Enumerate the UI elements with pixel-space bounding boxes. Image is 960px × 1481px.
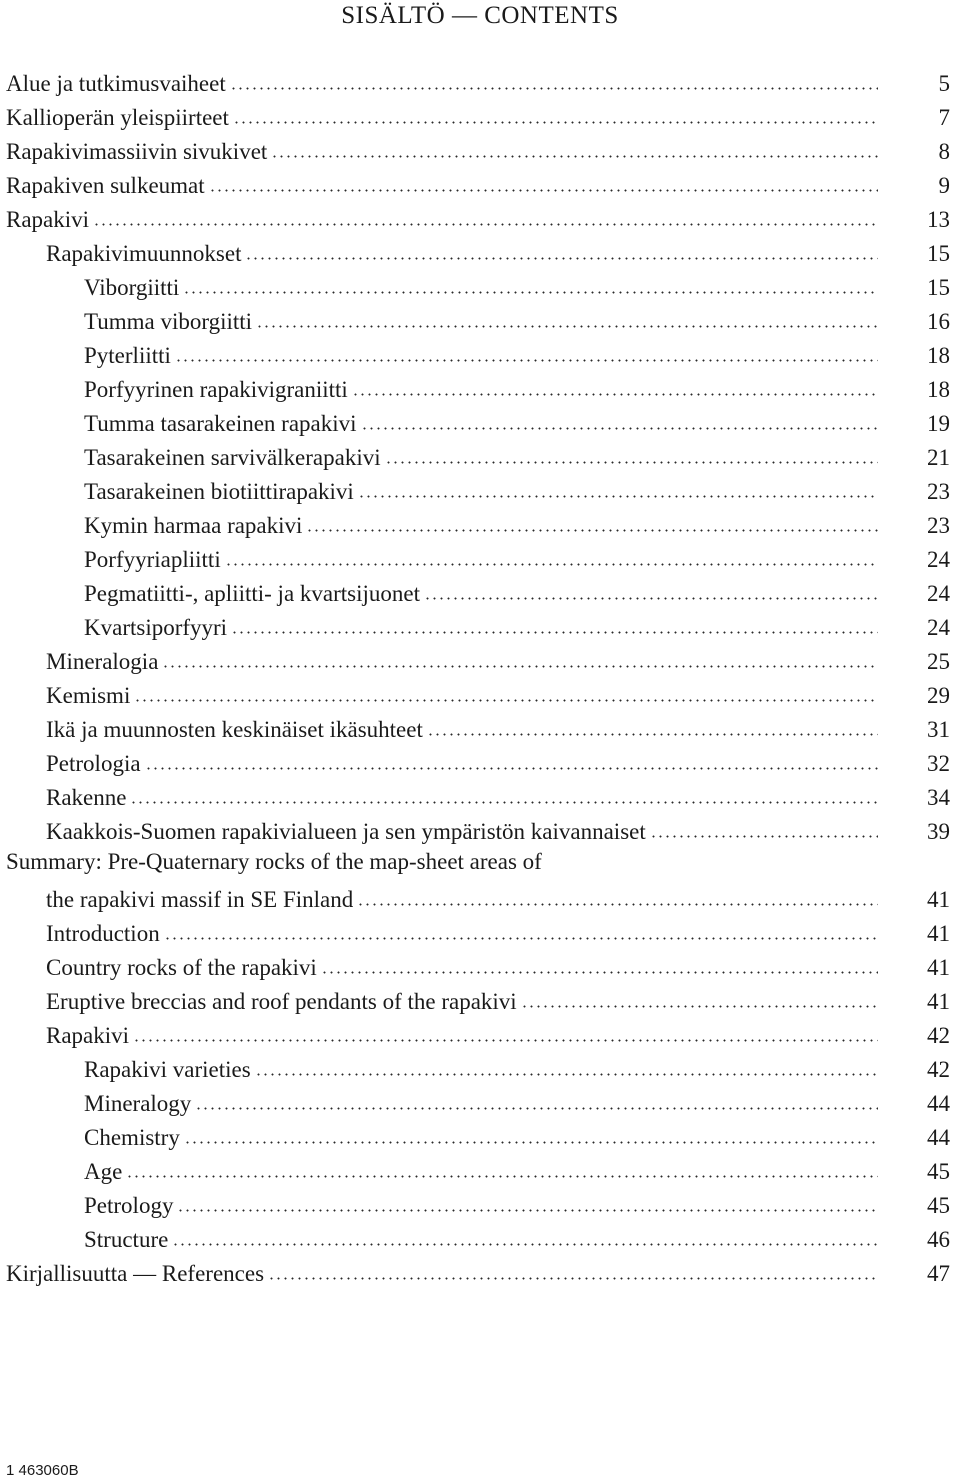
leader-dots [256, 325, 878, 328]
toc-entry-page-number: 25 [927, 649, 950, 674]
leader-dots [164, 937, 878, 940]
toc-entry-title: Tumma tasarakeinen rapakivi [84, 411, 357, 436]
toc-entry-title: Kemismi [46, 683, 131, 708]
toc-entry-page-number: 23 [927, 513, 950, 538]
toc-entry-title: Rapakivimuunnokset [46, 241, 242, 266]
toc-entry [84, 372, 950, 404]
toc-entry [46, 916, 950, 948]
toc-entry [84, 1086, 950, 1118]
toc-entry [84, 576, 950, 608]
toc-entry-title: Eruptive breccias and roof pendants of the rapakivi [46, 989, 517, 1014]
toc-entry [84, 542, 950, 574]
toc-entry-title: Pyterliitti [84, 343, 171, 368]
toc-entry-page-number: 24 [927, 547, 950, 572]
toc-entry-page-number: 41 [927, 921, 950, 946]
toc-entry [84, 1120, 950, 1152]
leader-dots [385, 461, 878, 464]
leader-dots [650, 835, 878, 838]
toc-entry-title: Rakenne [46, 785, 127, 810]
toc-entry-title: Porfyyriapliitti [84, 547, 221, 572]
leader-dots [126, 1175, 878, 1178]
toc-entry-page-number: 13 [927, 207, 950, 232]
toc-entry [46, 236, 950, 268]
leader-dots [177, 1209, 878, 1212]
leader-dots [195, 1107, 878, 1110]
toc-entry-page-number: 44 [927, 1125, 950, 1150]
toc-entry [84, 304, 950, 336]
toc-entry-page-number: 21 [927, 445, 950, 470]
page-title: SISÄLTÖ — CONTENTS [341, 2, 619, 29]
toc-entry-title: Petrology [84, 1193, 174, 1218]
toc-entry-title: Kirjallisuutta — References [6, 1261, 265, 1286]
toc-entry [6, 134, 950, 166]
leader-dots [268, 1277, 878, 1280]
toc-entry-title: Tasarakeinen biotiittirapakivi [84, 479, 354, 504]
toc-entry-page-number: 45 [927, 1159, 950, 1184]
toc-entry [84, 1222, 950, 1254]
toc-entry [84, 1188, 950, 1220]
leader-dots [175, 359, 878, 362]
toc-entry-page-number: 41 [927, 955, 950, 980]
toc-entry [46, 984, 950, 1016]
toc-entry [84, 610, 950, 642]
leader-dots [225, 563, 878, 566]
toc-entry-page-number: 18 [927, 343, 950, 368]
leader-dots [358, 495, 878, 498]
toc-entry [6, 1256, 950, 1288]
toc-entry-page-number: 5 [938, 71, 950, 96]
toc-entry-page-number: 39 [927, 819, 950, 844]
toc-entry [46, 644, 950, 676]
toc-entry-title: Alue ja tutkimusvaiheet [6, 71, 226, 96]
toc-entry [6, 202, 950, 234]
leader-dots [93, 223, 878, 226]
toc-entry-page-number: 24 [927, 615, 950, 640]
toc-entry [84, 1154, 950, 1186]
toc-entry-title: Rapakiven sulkeumat [6, 173, 205, 198]
toc-entry [84, 338, 950, 370]
toc-entry-title: Chemistry [84, 1125, 180, 1150]
toc-entry-page-number: 19 [927, 411, 950, 436]
toc-entry-title: Ikä ja muunnosten keskinäiset ikäsuhteet [46, 717, 423, 742]
toc-entry-title: Petrologia [46, 751, 141, 776]
toc-entry [6, 66, 950, 98]
toc-entry-page-number: 41 [927, 989, 950, 1014]
toc-entry-page-number: 45 [927, 1193, 950, 1218]
toc-entry [84, 508, 950, 540]
toc-entry-page-number: 29 [927, 683, 950, 708]
toc-entry-title: Kallioperän yleispiirteet [6, 105, 229, 130]
leader-dots [255, 1073, 878, 1076]
toc-entry-title: Kymin harmaa rapakivi [84, 513, 303, 538]
leader-dots [306, 529, 878, 532]
leader-dots [209, 189, 878, 192]
leader-dots [172, 1243, 878, 1246]
toc-entry-page-number: 32 [927, 751, 950, 776]
print-code: 1 463060B [6, 1462, 79, 1479]
toc-entry [84, 270, 950, 302]
toc-entry [84, 440, 950, 472]
toc-entry [84, 474, 950, 506]
leader-dots [133, 1039, 878, 1042]
toc-entry-title: Rapakivi varieties [84, 1057, 251, 1082]
toc-entry-title: Pegmatiitti-, apliitti- ja kvartsijuonet [84, 581, 420, 606]
toc-entry [46, 814, 950, 846]
toc-entry-page-number: 24 [927, 581, 950, 606]
leader-dots [427, 733, 878, 736]
toc-entry [6, 168, 950, 200]
toc-entry-page-number: 9 [938, 173, 950, 198]
toc-entry-title: Mineralogy [84, 1091, 192, 1116]
toc-entry [84, 1052, 950, 1084]
toc-entry-page-number: 42 [927, 1057, 950, 1082]
leader-dots [271, 155, 878, 158]
toc-entry-page-number: 44 [927, 1091, 950, 1116]
toc-entry-title: Viborgiitti [84, 275, 180, 300]
toc-entry-title: Mineralogia [46, 649, 159, 674]
toc-entry-page-number: 42 [927, 1023, 950, 1048]
toc-entry [46, 780, 950, 812]
toc-entry [46, 1018, 950, 1050]
leader-dots [357, 903, 878, 906]
leader-dots [145, 767, 878, 770]
leader-dots [162, 665, 878, 668]
toc-entry-title: Structure [84, 1227, 169, 1252]
leader-dots [424, 597, 878, 600]
toc-entry-title: Tasarakeinen sarvivälkerapakivi [84, 445, 381, 470]
toc-entry-title: Summary: Pre-Quaternary rocks of the map-sheet areas of [6, 849, 542, 874]
leader-dots [184, 1141, 878, 1144]
toc-entry [84, 406, 950, 438]
toc-entry-title: Porfyyrinen rapakivigraniitti [84, 377, 348, 402]
toc-entry-page-number: 47 [927, 1261, 950, 1286]
toc-entry-page-number: 34 [927, 785, 950, 810]
toc-entry [46, 950, 950, 982]
toc-entry-title: the rapakivi massif in SE Finland [46, 887, 354, 912]
toc-entry [46, 712, 950, 744]
leader-dots [521, 1005, 878, 1008]
toc-entry-title: Rapakivimassiivin sivukivet [6, 139, 268, 164]
leader-dots [233, 121, 878, 124]
toc-entry [46, 882, 950, 914]
toc-entry [6, 848, 878, 880]
leader-dots [134, 699, 878, 702]
toc-entry [46, 678, 950, 710]
leader-dots [230, 87, 878, 90]
toc-entry-page-number: 23 [927, 479, 950, 504]
toc-entry-page-number: 15 [927, 275, 950, 300]
toc-entry-page-number: 31 [927, 717, 950, 742]
toc-entry-title: Rapakivi [6, 207, 90, 232]
leader-dots [130, 801, 878, 804]
toc-entry-title: Tumma viborgiitti [84, 309, 253, 334]
toc-entry-page-number: 46 [927, 1227, 950, 1252]
toc-entry-title: Kvartsiporfyyri [84, 615, 228, 640]
toc-entry-title: Country rocks of the rapakivi [46, 955, 317, 980]
leader-dots [245, 257, 878, 260]
toc-entry-page-number: 7 [938, 105, 950, 130]
leader-dots [183, 291, 878, 294]
leader-dots [321, 971, 878, 974]
toc-entry-page-number: 8 [938, 139, 950, 164]
leader-dots [361, 427, 878, 430]
toc-entry-page-number: 41 [927, 887, 950, 912]
toc-entry-page-number: 16 [927, 309, 950, 334]
toc-entry-page-number: 18 [927, 377, 950, 402]
toc-entry-page-number: 15 [927, 241, 950, 266]
toc-entry [6, 100, 950, 132]
toc-entry-title: Introduction [46, 921, 160, 946]
toc-entry-title: Kaakkois-Suomen rapakivialueen ja sen ympäristön kaivannaiset [46, 819, 646, 844]
toc-entry-title: Rapakivi [46, 1023, 130, 1048]
toc-entry-title: Age [84, 1159, 123, 1184]
leader-dots [231, 631, 878, 634]
toc-entry [46, 746, 950, 778]
leader-dots [352, 393, 878, 396]
